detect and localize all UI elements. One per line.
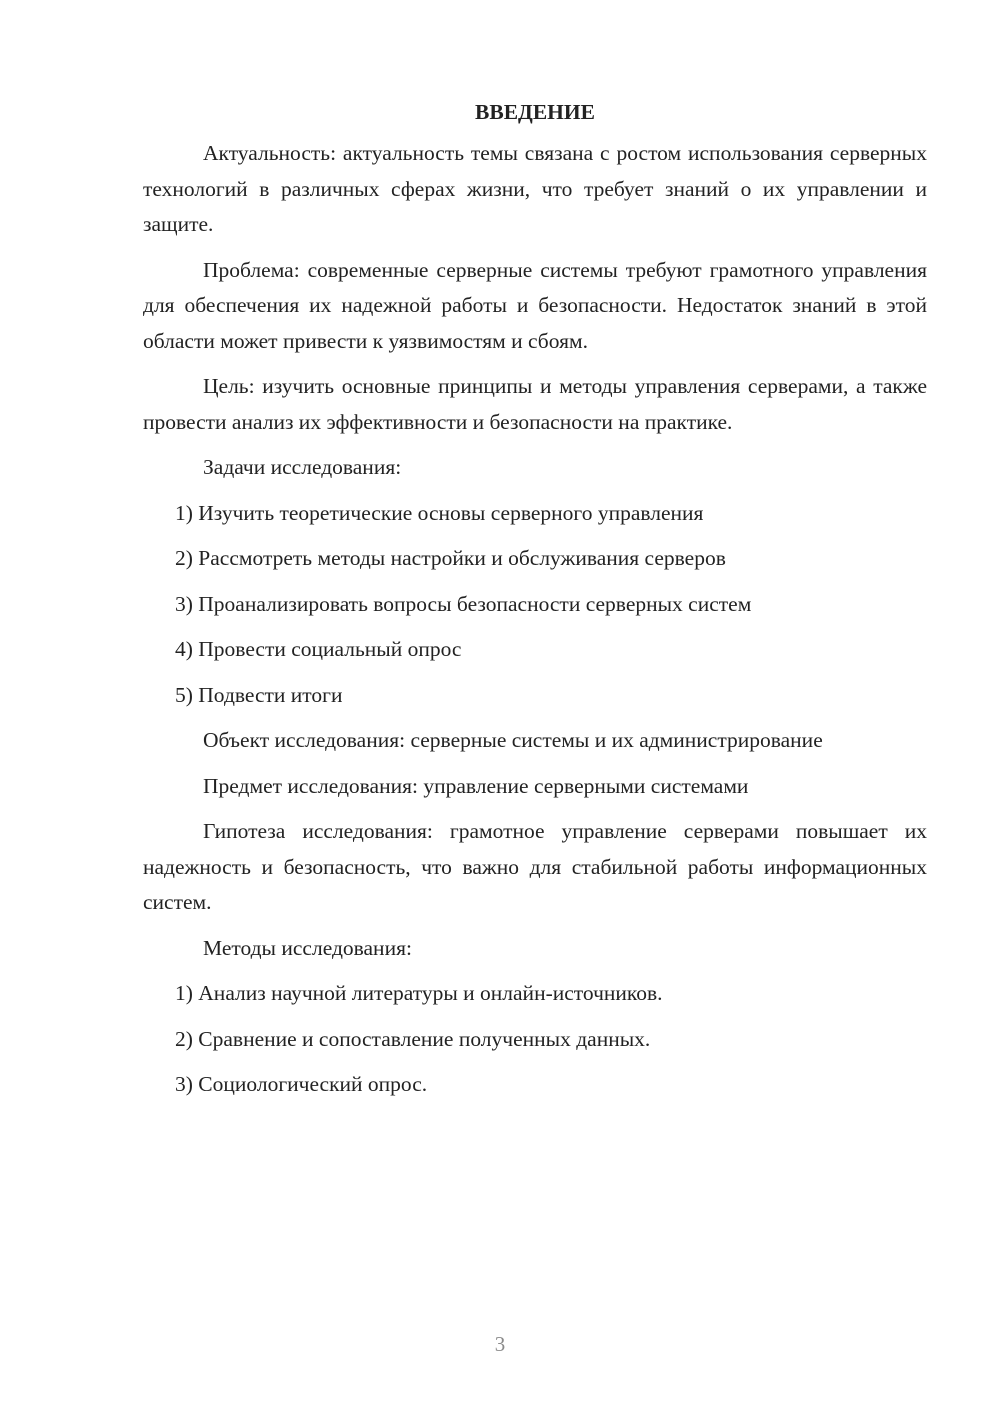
- task-item: 1) Изучить теоретические основы серверного управления: [175, 500, 704, 525]
- research-subject: Предмет исследования: управление серверными системами: [203, 773, 749, 798]
- method-item: 1) Анализ научной литературы и онлайн-источников.: [175, 981, 663, 1005]
- task-item: 4) Провести социальный опрос: [175, 637, 462, 661]
- tasks-heading: Задачи исследования:: [203, 455, 402, 479]
- research-object: Объект исследования: серверные системы и их администрирование: [203, 728, 823, 752]
- page-number: 3: [494, 1332, 506, 1356]
- relevance-paragraph: Актуальность: актуальность темы связана с ростом использования серверных технологий в различных сферах жизни, что требует знаний о их управлении и защите.: [143, 141, 927, 236]
- document-page: [143, 96, 927, 1113]
- task-item: 5) Подвести итоги: [175, 682, 343, 707]
- task-item: 2) Рассмотреть методы настройки и обслуживания серверов: [175, 546, 726, 570]
- goal-paragraph: Цель: изучить основные принципы и методы управления серверами, а также провести анализ их эффективности и безопасности на практике.: [143, 374, 927, 434]
- methods-heading: Методы исследования:: [203, 935, 412, 960]
- method-item: 3) Социологический опрос.: [175, 1072, 428, 1096]
- section-title: ВВЕДЕНИЕ: [475, 100, 595, 124]
- method-item: 2) Сравнение и сопоставление полученных данных.: [175, 1026, 651, 1051]
- task-item: 3) Проанализировать вопросы безопасности серверных систем: [175, 591, 752, 616]
- hypothesis-paragraph: Гипотеза исследования: грамотное управление серверами повышает их надежность и безопасность, что важно для стабильной работы информационных систем.: [143, 819, 927, 914]
- problem-paragraph: Проблема: современные серверные системы требуют грамотного управления для обеспечения их надежной работы и безопасности. Недостаток знаний в этой области может привести к уязвимостям и сбоям.: [143, 257, 927, 353]
